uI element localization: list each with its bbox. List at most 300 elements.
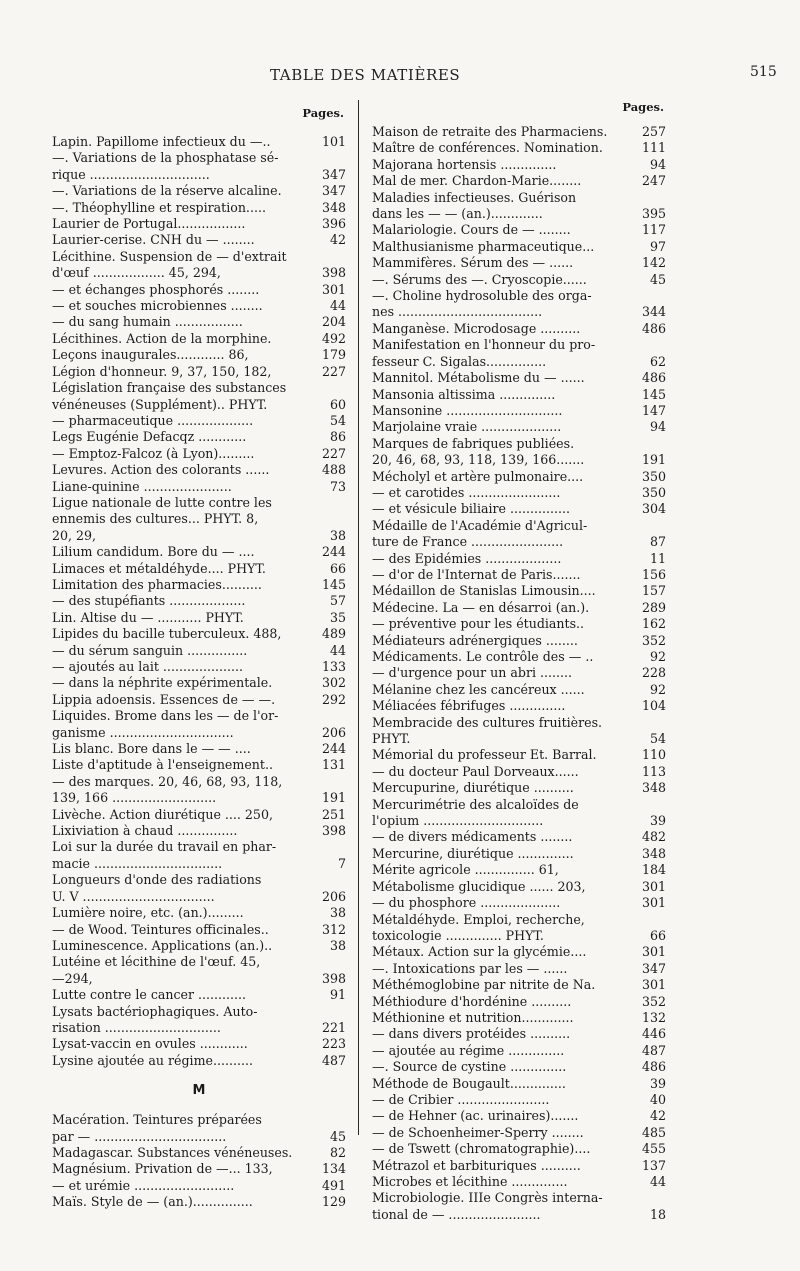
entry-page: 60: [329, 396, 346, 412]
entry-page: 352: [641, 632, 666, 648]
index-entry: [372, 206, 666, 222]
entry-text: par — .................................: [52, 1128, 227, 1144]
entry-page: 35: [329, 609, 346, 625]
entry-page: 45: [329, 1128, 346, 1144]
entry-page: 87: [649, 534, 666, 550]
index-entry: [372, 731, 666, 747]
entry-page: 301: [641, 878, 666, 894]
index-entry: [372, 1190, 666, 1206]
entry-page: 113: [641, 763, 666, 779]
entry-text: —294,: [52, 970, 93, 986]
index-entry: [372, 1141, 666, 1157]
index-entry: [52, 905, 346, 921]
entry-text: Médaille de l'Académie d'Agricul-: [372, 517, 588, 533]
entry-page: 45: [649, 271, 666, 287]
column-divider: [358, 100, 359, 1135]
index-entry: [52, 298, 346, 314]
index-entry: [52, 183, 346, 199]
entry-text: Médiateurs adrénergiques ........: [372, 632, 578, 648]
entry-text: —. Variations de la phosphatase sé-: [52, 150, 279, 166]
entry-page: 157: [641, 583, 666, 599]
entry-text: Métaux. Action sur la glycémie....: [372, 944, 587, 960]
entry-page: 227: [321, 363, 346, 379]
entry-text: Manganèse. Microdosage ..........: [372, 320, 581, 336]
index-entry: [372, 567, 666, 583]
index-entry: [372, 912, 666, 928]
index-entry: [372, 1207, 666, 1223]
index-entry: [372, 1125, 666, 1141]
entry-text: 20, 46, 68, 93, 118, 139, 166.......: [372, 452, 585, 468]
entry-text: d'œuf .................. 45, 294,: [52, 265, 221, 281]
entry-text: Mannitol. Métabolisme du — ......: [372, 370, 585, 386]
left-column: [52, 100, 346, 1211]
index-entry: [52, 692, 346, 708]
index-entry: [372, 222, 666, 238]
entry-page: 206: [321, 724, 346, 740]
entry-page: 289: [641, 599, 666, 615]
index-entry: [372, 403, 666, 419]
entry-page: 348: [641, 780, 666, 796]
entry-text: —. Intoxications par les — ......: [372, 960, 568, 976]
index-entry: [52, 757, 346, 773]
entry-text: Législation française des substances: [52, 380, 287, 396]
entry-page: 101: [321, 134, 346, 149]
entry-page: 92: [649, 649, 666, 664]
entry-page: 486: [641, 1059, 666, 1075]
index-entry: [372, 354, 666, 370]
index-entry: [372, 698, 666, 714]
index-entry: [52, 282, 346, 298]
entry-text: —. Choline hydrosoluble des orga-: [372, 288, 592, 304]
entry-page: 348: [321, 199, 346, 215]
index-entry: [372, 764, 666, 780]
entry-page: 38: [329, 527, 346, 543]
index-entry: [52, 462, 346, 478]
entry-page: 94: [649, 419, 666, 435]
index-entry: [372, 469, 666, 485]
left-entry-list: [52, 134, 346, 1069]
entry-text: — dans la néphrite expérimentale.: [52, 675, 273, 691]
entry-page: 446: [641, 1026, 666, 1042]
index-entry: [372, 633, 666, 649]
entry-page: 142: [641, 255, 666, 271]
entry-text: — des Epidémies ...................: [372, 550, 562, 566]
index-entry: [52, 643, 346, 659]
entry-page: 223: [321, 1036, 346, 1052]
entry-text: Luminescence. Applications (an.)..: [52, 937, 273, 953]
entry-page: 247: [641, 173, 666, 189]
entry-text: Microbiologie. IIIe Congrès interna-: [372, 1190, 603, 1206]
entry-page: 398: [321, 265, 346, 281]
index-entry: [372, 616, 666, 632]
entry-text: Lilium candidum. Bore du — ....: [52, 544, 255, 560]
entry-text: — de Schoenheimer-Sperry ........: [372, 1124, 584, 1140]
right-column: [372, 100, 666, 1223]
index-entry: [52, 1112, 346, 1128]
entry-page: 347: [641, 960, 666, 976]
entry-page: 18: [649, 1206, 666, 1222]
index-entry: [52, 1161, 346, 1177]
entry-page: 86: [329, 429, 346, 445]
index-entry: [372, 747, 666, 763]
index-entry: [52, 1178, 346, 1194]
entry-text: Malariologie. Cours de — ........: [372, 222, 571, 238]
index-entry: [52, 790, 346, 806]
index-entry: [52, 839, 346, 855]
entry-page: 489: [321, 626, 346, 642]
index-entry: [372, 370, 666, 386]
entry-page: 486: [641, 320, 666, 336]
index-entry: [372, 813, 666, 829]
entry-text: Marjolaine vraie ....................: [372, 419, 562, 435]
entry-text: — du docteur Paul Dorveaux......: [372, 763, 579, 779]
entry-page: 352: [641, 993, 666, 1009]
entry-text: — de Cribier .......................: [372, 1091, 550, 1107]
entry-page: 491: [321, 1177, 346, 1193]
index-entry: [52, 446, 346, 462]
index-entry: [52, 1020, 346, 1036]
index-entry: [372, 583, 666, 599]
index-entry: [52, 1004, 346, 1020]
index-entry: [52, 987, 346, 1003]
index-entry: [52, 216, 346, 232]
entry-page: 44: [329, 298, 346, 314]
index-entry: [372, 124, 666, 140]
entry-text: Marques de fabriques publiées.: [372, 435, 575, 451]
index-entry: [52, 265, 346, 281]
entry-text: —. Théophylline et respiration.....: [52, 199, 266, 215]
index-entry: [372, 961, 666, 977]
entry-page: 395: [641, 206, 666, 222]
entry-text: Mélanine chez les cancéreux ......: [372, 681, 585, 697]
entry-text: Longueurs d'onde des radiations: [52, 872, 262, 888]
index-entry: [372, 1026, 666, 1042]
entry-text: macie ................................: [52, 855, 223, 871]
index-entry: [372, 1076, 666, 1092]
entry-text: Mercurine, diurétique ..............: [372, 845, 574, 861]
entry-text: Macération. Teintures préparées: [52, 1112, 262, 1128]
entry-text: Ligue nationale de lutte contre les: [52, 494, 272, 510]
index-entry: [372, 190, 666, 206]
entry-page: 134: [321, 1161, 346, 1177]
index-entry: [372, 337, 666, 353]
index-entry: [372, 715, 666, 731]
entry-page: 42: [329, 232, 346, 248]
index-entry: [52, 249, 346, 265]
index-entry: [52, 1145, 346, 1161]
entry-text: Maladies infectieuses. Guérison: [372, 189, 577, 205]
index-entry: [372, 485, 666, 501]
entry-text: Loi sur la durée du travail en phar-: [52, 839, 277, 855]
entry-page: 94: [649, 156, 666, 172]
entry-text: Lysat-vaccin en ovules ............: [52, 1036, 248, 1052]
entry-page: 73: [329, 478, 346, 494]
entry-text: — du sang humain .................: [52, 314, 243, 330]
entry-page: 111: [641, 140, 666, 156]
entry-text: Mal de mer. Chardon-Marie........: [372, 173, 582, 189]
entry-page: 221: [321, 1019, 346, 1035]
entry-text: —. Sérums des —. Cryoscopie......: [372, 271, 587, 287]
entry-page: 156: [641, 566, 666, 582]
entry-page: 91: [329, 987, 346, 1003]
entry-page: 350: [641, 468, 666, 484]
index-entry: [372, 239, 666, 255]
index-entry: [52, 1194, 346, 1210]
entry-page: 348: [641, 845, 666, 861]
index-entry: [52, 380, 346, 396]
entry-text: Lécithines. Action de la morphine.: [52, 330, 272, 346]
index-entry: [372, 928, 666, 944]
entry-page: 110: [641, 747, 666, 763]
index-entry: [372, 682, 666, 698]
index-entry: [52, 1053, 346, 1069]
entry-page: 398: [321, 970, 346, 986]
entry-page: 455: [641, 1141, 666, 1157]
entry-page: 11: [649, 550, 666, 566]
entry-text: Liste d'aptitude à l'enseignement..: [52, 757, 273, 773]
entry-text: Laurier de Portugal.................: [52, 216, 246, 232]
entry-text: — et urémie .........................: [52, 1177, 235, 1193]
entry-text: Limitation des pharmacies..........: [52, 576, 262, 592]
entry-text: — du phosphore ....................: [372, 895, 561, 911]
index-entry: [372, 452, 666, 468]
entry-text: — d'or de l'Internat de Paris.......: [372, 566, 581, 582]
entry-text: Microbes et lécithine ..............: [372, 1174, 568, 1189]
entry-page: 38: [329, 937, 346, 953]
entry-text: 20, 29,: [52, 527, 97, 543]
section-letter: M: [192, 1083, 206, 1099]
entry-text: dans les — — (an.).............: [372, 206, 543, 222]
entry-text: Médicaments. Le contrôle des — ..: [372, 649, 594, 664]
index-entry: [372, 829, 666, 845]
entry-page: 66: [329, 560, 346, 576]
entry-page: 292: [321, 691, 346, 707]
index-entry: [52, 511, 346, 527]
entry-page: 132: [641, 1009, 666, 1025]
entry-page: 39: [649, 1075, 666, 1091]
entry-page: 347: [321, 166, 346, 182]
index-entry: [52, 708, 346, 724]
index-entry: [52, 479, 346, 495]
index-entry: [372, 846, 666, 862]
entry-page: 344: [641, 304, 666, 320]
entry-text: Limaces et métaldéhyde.... PHYT.: [52, 560, 266, 576]
left-entry-list-m: [52, 1112, 346, 1210]
index-entry: [52, 314, 346, 330]
entry-text: fesseur C. Sigalas...............: [372, 353, 547, 369]
entry-page: 488: [321, 462, 346, 478]
entry-text: Levures. Action des colorants ......: [52, 462, 270, 478]
index-entry: [52, 331, 346, 347]
index-entry: [52, 528, 346, 544]
entry-page: 54: [649, 731, 666, 747]
index-entry: [372, 879, 666, 895]
entry-text: toxicologie .............. PHYT.: [372, 927, 544, 943]
entry-text: — ajoutés au lait ....................: [52, 659, 243, 674]
index-entry: [372, 977, 666, 993]
entry-page: 42: [649, 1108, 666, 1124]
entry-page: 486: [641, 370, 666, 386]
entry-text: Méthode de Bougault..............: [372, 1075, 566, 1091]
entry-text: Laurier-cerise. CNH du — ........: [52, 232, 255, 248]
entry-page: 145: [321, 576, 346, 592]
entry-text: Lin. Altise du — ........... PHYT.: [52, 609, 244, 625]
index-entry: [372, 534, 666, 550]
entry-page: 39: [649, 813, 666, 829]
entry-text: Magnésium. Privation de —... 133,: [52, 1161, 273, 1177]
entry-page: 44: [329, 642, 346, 658]
index-entry: [52, 397, 346, 413]
index-entry: [52, 134, 346, 150]
entry-text: ture de France .......................: [372, 534, 564, 550]
entry-text: Lysine ajoutée au régime..........: [52, 1052, 254, 1068]
entry-text: 139, 166 ..........................: [52, 790, 217, 806]
entry-text: Mansonia altissima ..............: [372, 386, 556, 402]
entry-text: Lis blanc. Bore dans le — — ....: [52, 741, 251, 757]
entry-page: 398: [321, 823, 346, 839]
entry-text: Mammifères. Sérum des — ......: [372, 255, 574, 271]
entry-text: — d'urgence pour un abri ........: [372, 665, 573, 681]
entry-page: 492: [321, 330, 346, 346]
index-entry: [52, 823, 346, 839]
entry-text: Lutéine et lécithine de l'œuf. 45,: [52, 954, 261, 970]
index-entry: [372, 1158, 666, 1174]
entry-text: Leçons inaugurales............ 86,: [52, 347, 249, 363]
entry-page: 487: [321, 1052, 346, 1068]
entry-page: 228: [641, 665, 666, 681]
index-entry: [372, 387, 666, 403]
entry-text: — et souches microbiennes ........: [52, 298, 263, 314]
entry-text: — des marques. 20, 46, 68, 93, 118,: [52, 773, 283, 789]
entry-text: rique ..............................: [52, 166, 210, 182]
entry-page: 117: [641, 222, 666, 238]
index-entry: [52, 232, 346, 248]
entry-text: Lapin. Papillome infectieux du —..: [52, 134, 271, 149]
running-title: TABLE DES MATIÈRES: [270, 66, 461, 84]
entry-text: Lipides du bacille tuberculeux. 488,: [52, 626, 282, 642]
index-entry: [372, 436, 666, 452]
entry-page: 179: [321, 347, 346, 363]
right-entry-list: [372, 124, 666, 1223]
entry-text: Légion d'honneur. 9, 37, 150, 182,: [52, 363, 272, 379]
entry-page: 66: [649, 927, 666, 943]
entry-page: 350: [641, 484, 666, 500]
entry-text: —. Source de cystine ..............: [372, 1059, 567, 1075]
entry-page: 82: [329, 1144, 346, 1160]
entry-text: — des stupéfiants ...................: [52, 593, 246, 609]
index-entry: [372, 304, 666, 320]
entry-page: 251: [321, 806, 346, 822]
index-entry: [52, 659, 346, 675]
entry-text: — du sérum sanguin ...............: [52, 642, 248, 658]
page-number: 515: [750, 64, 777, 80]
index-entry: [52, 675, 346, 691]
index-entry: [372, 1092, 666, 1108]
index-entry: [372, 1108, 666, 1124]
index-entry: [372, 895, 666, 911]
entry-text: Mansonine .............................: [372, 402, 563, 418]
index-entry: [52, 593, 346, 609]
index-entry: [372, 994, 666, 1010]
entry-text: Médaillon de Stanislas Limousin....: [372, 583, 596, 599]
entry-text: vénéneuses (Supplément).. PHYT.: [52, 396, 268, 412]
pages-label: Pages.: [302, 106, 344, 120]
entry-text: — préventive pour les étudiants..: [372, 616, 585, 632]
index-entry: [372, 1010, 666, 1026]
entry-page: 191: [641, 452, 666, 468]
entry-text: Maison de retraite des Pharmaciens.: [372, 124, 608, 139]
entry-page: 396: [321, 216, 346, 232]
entry-text: Mécholyl et artère pulmonaire....: [372, 468, 584, 484]
entry-text: Lumière noire, etc. (an.).........: [52, 905, 244, 921]
entry-text: Majorana hortensis ..............: [372, 156, 557, 172]
entry-page: 54: [329, 412, 346, 428]
entry-text: — de divers médicaments ........: [372, 829, 573, 845]
entry-page: 312: [321, 921, 346, 937]
index-entry: [52, 872, 346, 888]
index-entry: [52, 347, 346, 363]
entry-text: Lixiviation à chaud ...............: [52, 823, 238, 839]
entry-page: 485: [641, 1124, 666, 1140]
index-entry: [52, 741, 346, 757]
index-entry: [52, 971, 346, 987]
entry-text: Lutte contre le cancer ............: [52, 987, 247, 1003]
index-entry: [372, 501, 666, 517]
entry-page: 487: [641, 1042, 666, 1058]
pages-label: Pages.: [622, 100, 664, 114]
entry-page: 133: [321, 659, 346, 674]
index-entry: [372, 1174, 666, 1190]
entry-text: nes ....................................: [372, 304, 543, 320]
index-entry: [372, 551, 666, 567]
entry-text: Méliacées fébrifuges ..............: [372, 698, 566, 714]
entry-page: 184: [641, 862, 666, 878]
entry-text: Lippia adoensis. Essences de — —.: [52, 691, 276, 707]
entry-text: Métrazol et barbituriques ..........: [372, 1157, 581, 1173]
index-entry: [372, 665, 666, 681]
index-entry: [52, 774, 346, 790]
entry-page: 204: [321, 314, 346, 330]
entry-text: Méthiodure d'hordénine ..........: [372, 993, 572, 1009]
entry-text: —. Variations de la réserve alcaline.: [52, 183, 282, 199]
entry-text: PHYT.: [372, 731, 411, 747]
index-entry: [372, 173, 666, 189]
entry-text: — dans divers protéides ..........: [372, 1026, 571, 1042]
entry-text: Maïs. Style de — (an.)...............: [52, 1194, 253, 1210]
entry-page: 301: [321, 281, 346, 297]
entry-text: ganisme ...............................: [52, 724, 234, 740]
index-entry: [52, 856, 346, 872]
index-entry: [372, 797, 666, 813]
entry-page: 129: [321, 1194, 346, 1210]
entry-page: 62: [649, 353, 666, 369]
index-entry: [52, 167, 346, 183]
index-entry: [52, 938, 346, 954]
entry-text: Madagascar. Substances vénéneuses.: [52, 1144, 293, 1160]
index-entry: [372, 255, 666, 271]
entry-page: 244: [321, 544, 346, 560]
index-entry: [372, 649, 666, 665]
index-entry: [52, 544, 346, 560]
entry-page: 302: [321, 675, 346, 691]
entry-text: — Emptoz-Falcoz (à Lyon).........: [52, 445, 255, 461]
index-entry: [52, 561, 346, 577]
entry-page: 7: [337, 855, 346, 871]
entry-text: Mémorial du professeur Et. Barral.: [372, 747, 597, 763]
index-entry: [52, 889, 346, 905]
entry-text: Maître de conférences. Nomination.: [372, 140, 603, 156]
entry-text: Métabolisme glucidique ...... 203,: [372, 878, 586, 894]
